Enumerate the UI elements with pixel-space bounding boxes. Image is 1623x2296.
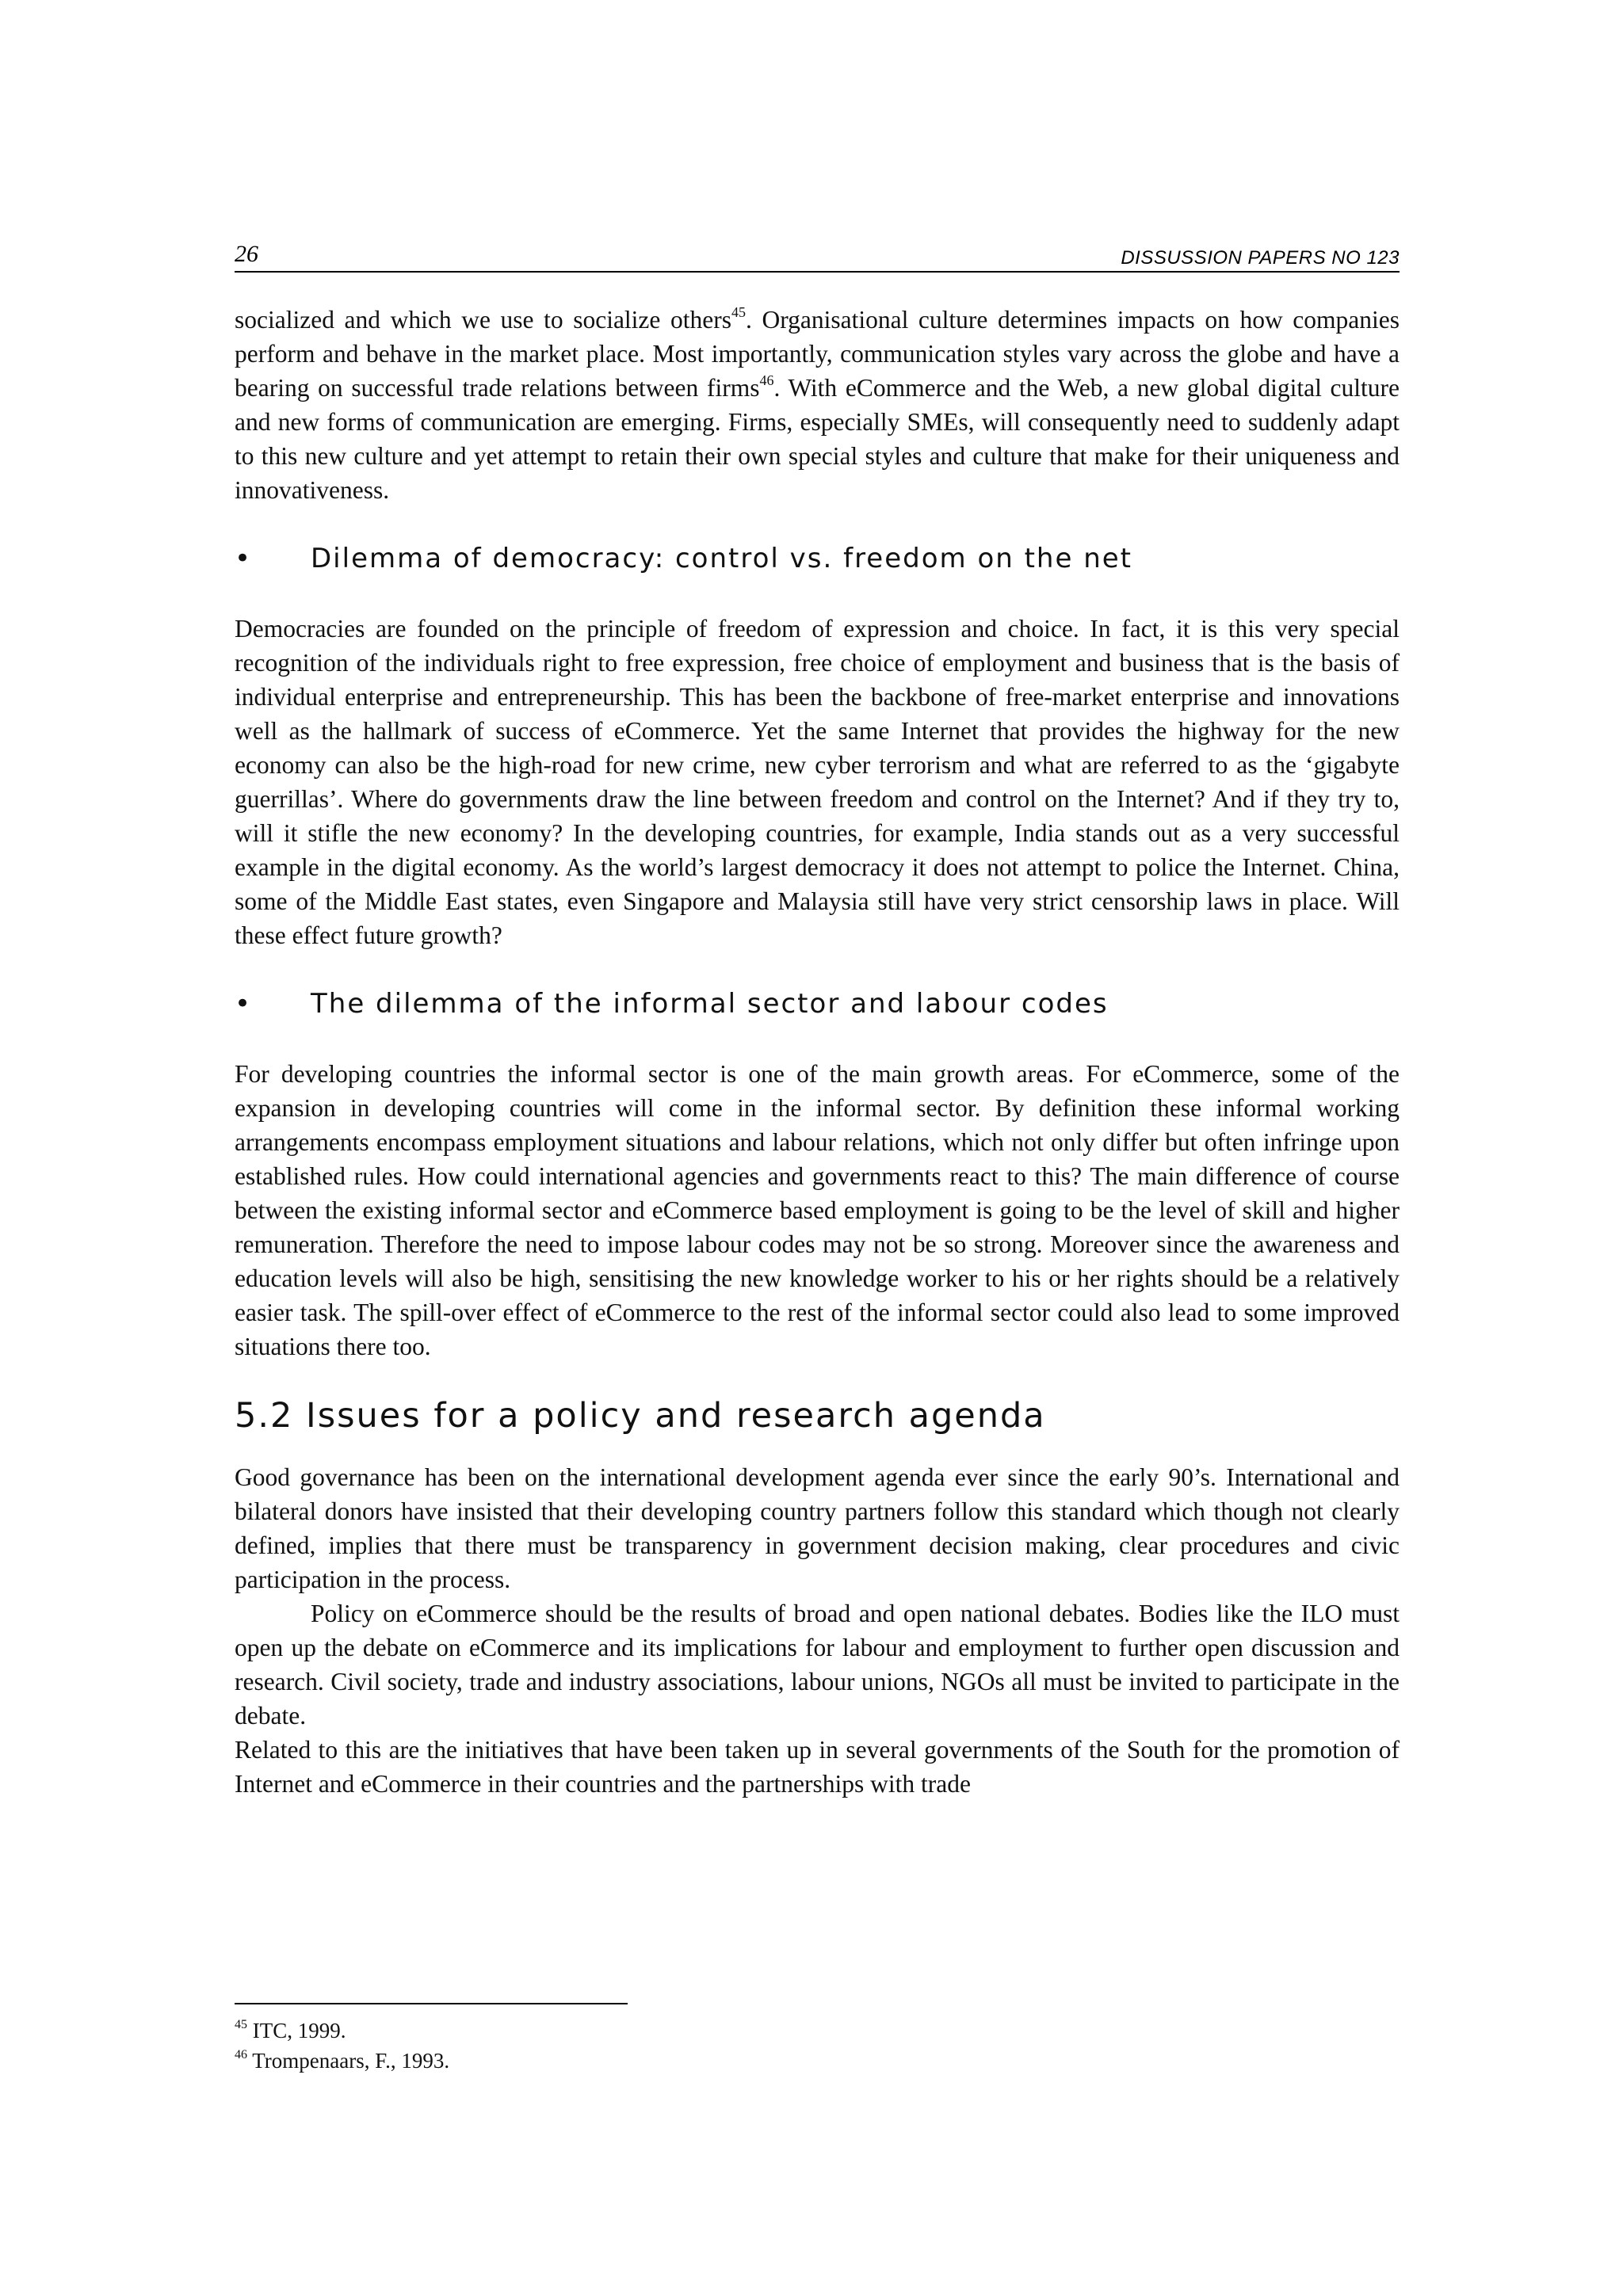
paragraph: Democracies are founded on the principle of freedom of expression and choice. In fact, it is this very special recognition of the individuals right to free expression, free choice of employment and business that is the basis of individual enterprise and entrepreneurship. This has been the backbone of free-market enterprise and innovations well as the hallmark of success of eCommerce. Yet the same Internet that provides the highway for the new economy can also be the high-road for new crime, new cyber terrorism and what are referred to as the ‘gigabyte guerrillas’. Where do governments draw the line between freedom and control on the Internet? And if they try to, will it stifle the new economy? In the developing countries, for example, India stands out as a very successful example in the digital economy. As the world’s largest democracy it does not attempt to police the Internet. China, some of the Middle East states, even Singapore and Malaysia still have very strict censorship laws in place. Will these effect future growth? bbox=[235, 615, 1400, 949]
section-heading: 5.2 Issues for a policy and research agenda bbox=[235, 1396, 1046, 1436]
page-header bbox=[235, 241, 1400, 273]
footnote-ref[interactable]: 46 bbox=[759, 372, 774, 388]
bullet-heading bbox=[235, 986, 1400, 1022]
bullet-heading bbox=[235, 540, 1400, 577]
footnote-ref[interactable]: 45 bbox=[731, 304, 746, 320]
footnote bbox=[235, 2046, 449, 2076]
page-number: 26 bbox=[235, 241, 258, 267]
footnote-text: Trompenaars, F., 1993. bbox=[252, 2049, 450, 2073]
footnote-text: ITC, 1999. bbox=[252, 2019, 346, 2042]
paragraph-text: . With eCommerce and the Web, a new global digital culture and new forms of communication are emerging. Firms, especially SMEs, will consequently need to suddenly adapt to this new culture and yet attempt to retain their own special styles and culture that make for their uniqueness and innovativeness. bbox=[235, 374, 1400, 504]
bullet-icon: • bbox=[235, 988, 253, 1020]
series-title: DISSUSSION PAPERS NO 123 bbox=[1121, 247, 1400, 269]
paragraph: Related to this are the initiatives that have been taken up in several governments of the South for the promotion of Internet and eCommerce in their countries and the partnerships with trade bbox=[235, 1736, 1400, 1798]
footnote-divider bbox=[235, 2003, 628, 2004]
bullet-heading-text: The dilemma of the informal sector and labour codes bbox=[311, 988, 1109, 1020]
footnote bbox=[235, 2016, 449, 2046]
body-text bbox=[235, 303, 1400, 1801]
paragraph: For developing countries the informal sector is one of the main growth areas. For eCommerce, some of the expansion in developing countries will come in the informal sector. By definition these informal working arrangements encompass employment situations and labour relations, which not only differ but often infringe upon established rules. How could international agencies and governments react to this? The main difference of course between the existing informal sector and eCommerce based employment is going to be the level of skill and higher remuneration. Therefore the need to impose labour codes may not be so strong. Moreover since the awareness and education levels will also be high, sensitising the new knowledge worker to his or her rights should be a relatively easier task. The spill-over effect of eCommerce to the rest of the informal sector could also lead to some improved situations there too. bbox=[235, 1060, 1400, 1360]
paragraph: Good governance has been on the international development agenda ever since the early 90’s. International and bilateral donors have insisted that their developing country partners follow this standard which though not clearly defined, implies that there must be transparency in government decision making, clear procedures and civic participation in the process. bbox=[235, 1463, 1400, 1593]
bullet-heading-text: Dilemma of democracy: control vs. freedom on the net bbox=[311, 543, 1133, 574]
footnote-number: 46 bbox=[235, 2048, 247, 2061]
paragraph bbox=[235, 303, 1400, 507]
footnotes bbox=[235, 2016, 449, 2076]
paragraph: Policy on eCommerce should be the results of broad and open national debates. Bodies like the ILO must open up the debate on eCommerce and its implications for labour and employment to further open discussion and research. Civil society, trade and industry associations, labour unions, NGOs all must be invited to participate in the debate. bbox=[235, 1600, 1400, 1730]
paragraph-text: . Organisational culture determines impacts on how companies perform and behave in the market place. Most importantly, communication styles vary across the globe and have a bearing on successful trade relations between firms bbox=[235, 306, 1400, 402]
footnote-number: 45 bbox=[235, 2018, 247, 2031]
paragraph-text: socialized and which we use to socialize others bbox=[235, 306, 731, 334]
bullet-icon: • bbox=[235, 543, 253, 574]
